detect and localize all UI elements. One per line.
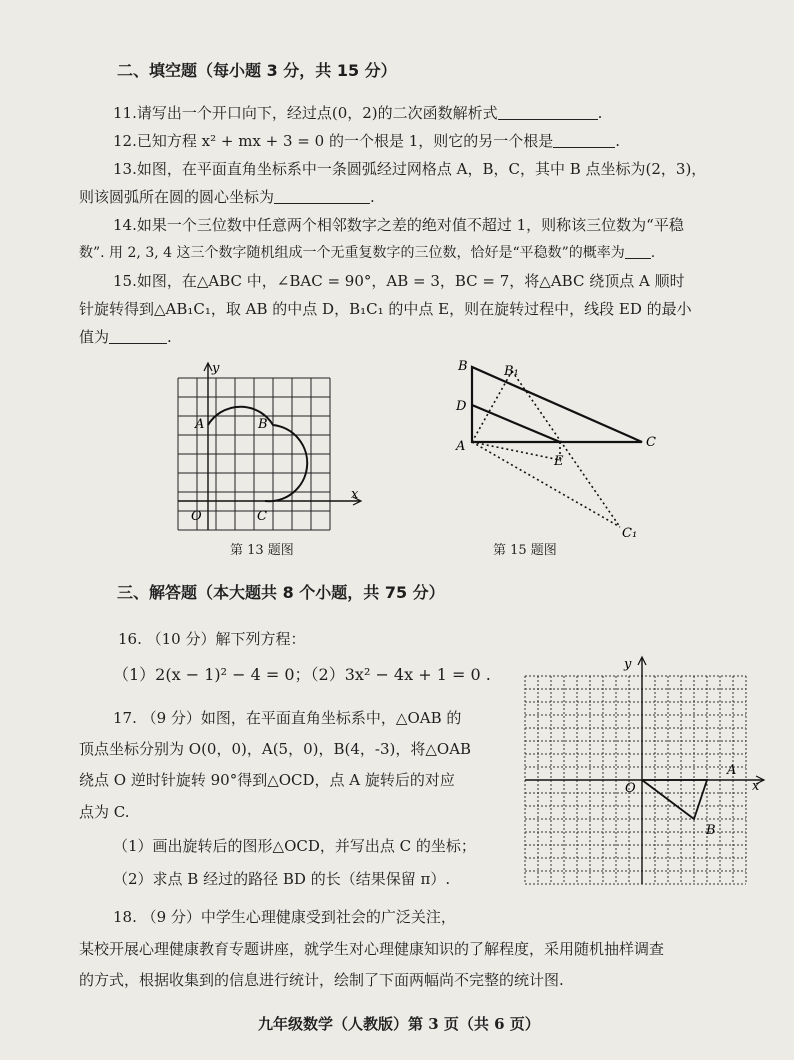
point-e-label: E [554, 454, 564, 469]
y-axis-label: y [624, 657, 632, 672]
rotated-triangle [472, 371, 620, 527]
triangle-abc [472, 367, 642, 442]
answer-blank-12 [553, 133, 615, 148]
answer-blank-13 [274, 189, 370, 204]
question-15-line2: 针旋转得到△AB₁C₁，取 AB 的中点 D，B₁C₁ 的中点 E，则在旋转过程中，线段 ED 的最小 [79, 300, 692, 318]
point-c-label: C [646, 435, 656, 450]
answer-blank-11 [498, 105, 598, 120]
point-a-label: A [195, 417, 205, 432]
question-14-line1: 14.如果一个三位数中任意两个相邻数字之差的绝对值不超过 1，则称该三位数为“平稳 [113, 216, 684, 234]
question-16-equations: （1）2(x − 1)² − 4 = 0；（2）3x² − 4x + 1 = 0 . [113, 665, 491, 684]
question-17-line2: 顶点坐标分别为 O(0，0)，A(5，0)，B(4，-3)，将△OAB [79, 740, 472, 758]
point-b-label: B [458, 359, 468, 374]
question-16: 16. （10 分）解下列方程： [118, 630, 306, 648]
section3-heading: 三、解答题（本大题共 8 个小题，共 75 分） [117, 583, 445, 602]
x-axis-label: x [752, 779, 760, 794]
figure-17 [520, 650, 770, 890]
question-11: 11.请写出一个开口向下，经过点(0，2)的二次函数解析式 . [113, 104, 603, 122]
figure-15-caption: 第 15 题图 [493, 543, 557, 558]
question-18-line2: 某校开展心理健康教育专题讲座，就学生对心理健康知识的了解程度，采用随机抽样调查 [79, 940, 665, 958]
question-17-line3: 绕点 O 逆时针旋转 90°得到△OCD，点 A 旋转后的对应 [79, 771, 455, 789]
question-14-line2: 数”. 用 2, 3, 4 这三个数字随机组成一个无重复数字的三位数，恰好是“平稳数”的概率为 . [79, 245, 656, 261]
point-a-label: A [456, 439, 466, 454]
answer-blank-14 [625, 244, 651, 259]
point-d-label: D [456, 399, 467, 414]
question-17-line1: 17. （9 分）如图，在平面直角坐标系中，△OAB 的 [113, 709, 462, 727]
page-footer: 九年级数学（人教版）第 3 页（共 6 页） [258, 1015, 540, 1033]
point-b-label: B [706, 823, 716, 838]
answer-blank-15 [109, 329, 167, 344]
question-13-line2: 则该圆弧所在圆的圆心坐标为 . [79, 188, 375, 206]
point-b-label: B [258, 417, 268, 432]
origin-label: O [625, 781, 636, 796]
figure-13 [170, 360, 370, 560]
question-18-line3: 的方式，根据收集到的信息进行统计，绘制了下面两幅尚不完整的统计图. [79, 971, 564, 989]
segment-de [472, 405, 560, 442]
origin-label: O [191, 509, 202, 524]
point-c1-label: C₁ [622, 526, 638, 541]
question-12: 12.已知方程 x² + mx + 3 = 0 的一个根是 1，则它的另一个根是 . [113, 132, 621, 150]
question-17-part1: （1）画出旋转后的图形△OCD，并写出点 C 的坐标； [113, 837, 476, 855]
question-17-part2: （2）求点 B 经过的路径 BD 的长（结果保留 π）. [113, 870, 451, 888]
question-13-line1: 13.如图，在平面直角坐标系中一条圆弧经过网格点 A，B，C，其中 B 点坐标为(2，3)， [113, 160, 707, 178]
figure-13-caption: 第 13 题图 [230, 543, 294, 558]
point-b1-label: B₁ [504, 364, 519, 379]
x-axis-label: x [351, 487, 359, 502]
question-15-line1: 15.如图，在△ABC 中，∠BAC = 90°，AB = 3，BC = 7，将△ABC 绕顶点 A 顺时 [113, 272, 685, 290]
point-a-label: A [727, 763, 737, 778]
point-c-label: C [257, 509, 267, 524]
question-15-line3: 值为 . [79, 328, 172, 346]
triangle-oab [642, 780, 707, 819]
question-17-line4: 点为 C. [79, 803, 130, 821]
y-axis-label: y [212, 361, 220, 376]
question-18-line1: 18. （9 分）中学生心理健康受到社会的广泛关注， [113, 908, 456, 926]
section2-heading: 二、填空题（每小题 3 分，共 15 分） [117, 61, 397, 80]
figure-15 [440, 355, 670, 555]
